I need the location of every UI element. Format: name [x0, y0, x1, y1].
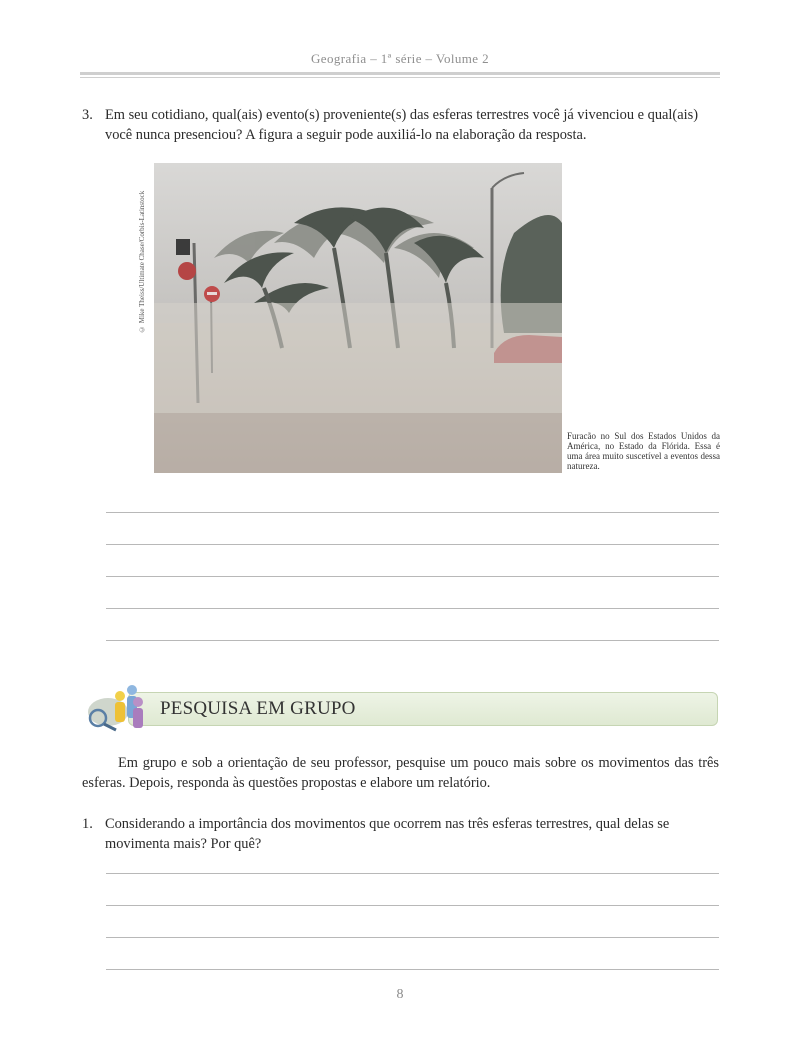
hurricane-photo [154, 163, 562, 473]
page-number: 8 [396, 987, 404, 1002]
answer-line[interactable] [106, 512, 719, 513]
answer-line[interactable] [106, 937, 719, 938]
question-3-number: 3. [82, 107, 93, 123]
photo-credit: © Mike Theiss/Ultimate Chase/Corbis-Latinstock [138, 190, 146, 333]
header-rule-thin [80, 77, 720, 78]
intro-paragraph: Em grupo e sob a orientação de seu professor, pesquise um pouco mais sobre os movimentos das três esferas. Depois, responda às questões propostas e elabore um relatório. [82, 755, 719, 791]
answer-line[interactable] [106, 576, 719, 577]
question-1-number: 1. [82, 816, 93, 832]
answer-line[interactable] [106, 969, 719, 970]
answer-line[interactable] [106, 873, 719, 874]
question-1-text: Considerando a importância dos movimentos que ocorrem nas três esferas terrestres, qual delas se movimenta mais? Por quê? [105, 816, 670, 852]
answer-line[interactable] [106, 640, 719, 641]
header-rule-thick [80, 72, 720, 75]
section-title: PESQUISA EM GRUPO [160, 698, 356, 719]
answer-line[interactable] [106, 905, 719, 906]
question-1 [82, 814, 722, 854]
running-header: Geografia – 1ª série – Volume 2 [311, 51, 489, 66]
answer-line[interactable] [106, 608, 719, 609]
figure-caption: Furacão no Sul dos Estados Unidos da América, no Estado da Flórida. Essa é uma área muito suscetível a eventos dessa natureza. [567, 431, 720, 471]
group-research-icon [80, 680, 160, 732]
question-3-text: Em seu cotidiano, qual(ais) evento(s) proveniente(s) das esferas terrestres você já vivenciou e qual(ais) você nunca presenciou? A figura a seguir pode auxiliá-lo na elaboração da resposta. [105, 107, 698, 143]
answer-line[interactable] [106, 544, 719, 545]
question-3 [82, 105, 722, 145]
